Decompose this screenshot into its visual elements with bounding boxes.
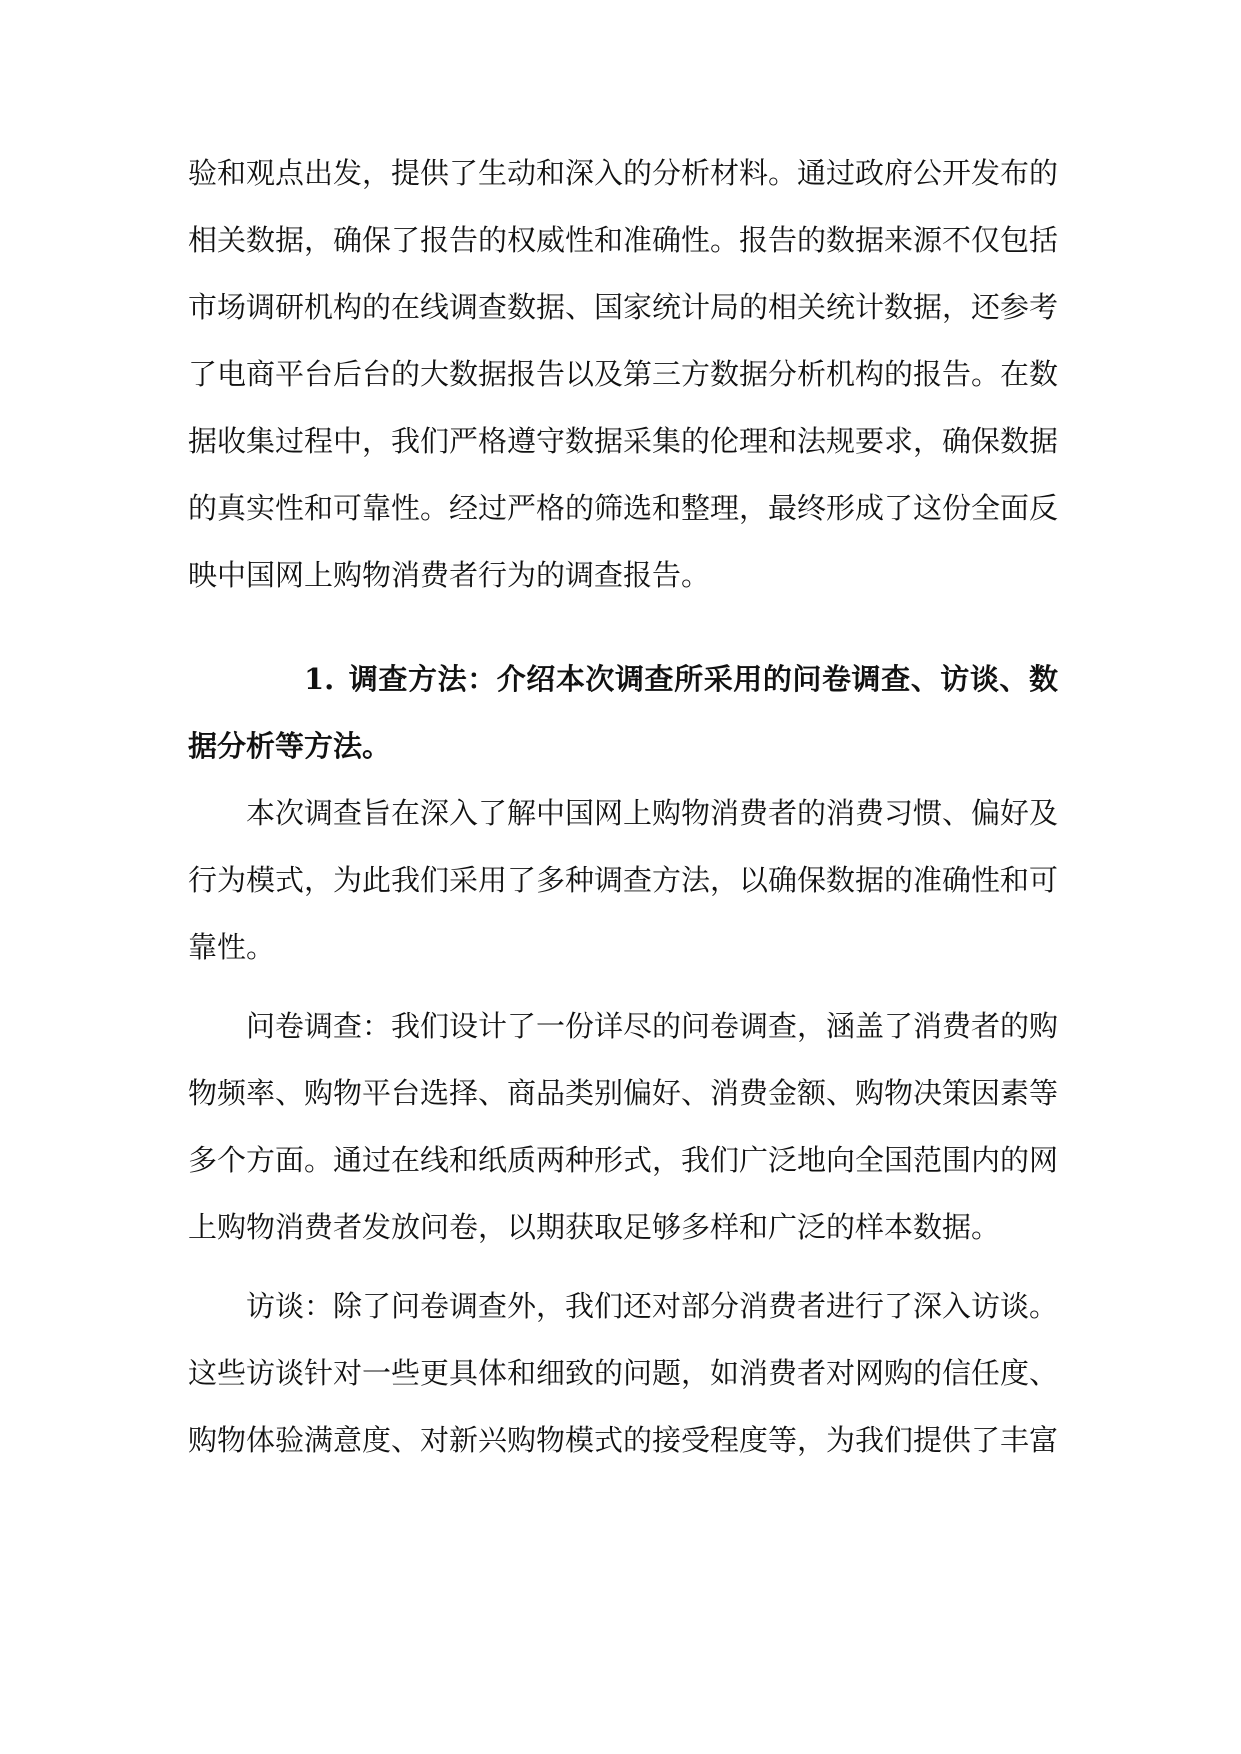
spacer (188, 609, 1058, 646)
section-title: 调查方法：介绍本次调查所采用的问卷调查、访谈、数据分析等方法。 (188, 662, 1058, 763)
spacer (188, 1261, 1058, 1273)
intro-paragraph: 验和观点出发，提供了生动和深入的分析材料。通过政府公开发布的相关数据，确保了报告的权威性和准确性。报告的数据来源不仅包括市场调研机构的在线调查数据、国家统计局的相关统计数据，还参考了电商平台后台的大数据报告以及第三方数据分析机构的报告。在数据收集过程中，我们严格遵守数据采集的伦理和法规要求，确保数据的真实性和可靠性。经过严格的筛选和整理，最终形成了这份全面反映中国网上购物消费者行为的调查报告。 (188, 156, 1059, 592)
section-number: 1. (304, 662, 335, 696)
body-paragraph-interview: 访谈：除了问卷调查外，我们还对部分消费者进行了深入访谈。这些访谈针对一些更具体和细致的问题，如消费者对网购的信任度、购物体验满意度、对新兴购物模式的接受程度等，为我们提供了丰富 (188, 1289, 1059, 1457)
spacer (188, 981, 1058, 993)
body-paragraph-questionnaire: 问卷调查：我们设计了一份详尽的问卷调查，涵盖了消费者的购物频率、购物平台选择、商品类别偏好、消费金额、购物决策因素等多个方面。通过在线和纸质两种形式，我们广泛地向全国范围内的网上购物消费者发放问卷，以期获取足够多样和广泛的样本数据。 (188, 1009, 1059, 1244)
body-paragraph-overview: 本次调查旨在深入了解中国网上购物消费者的消费习惯、偏好及行为模式，为此我们采用了多种调查方法，以确保数据的准确性和可靠性。 (188, 796, 1059, 964)
section-heading (188, 646, 1058, 780)
document-body (188, 140, 1058, 1474)
